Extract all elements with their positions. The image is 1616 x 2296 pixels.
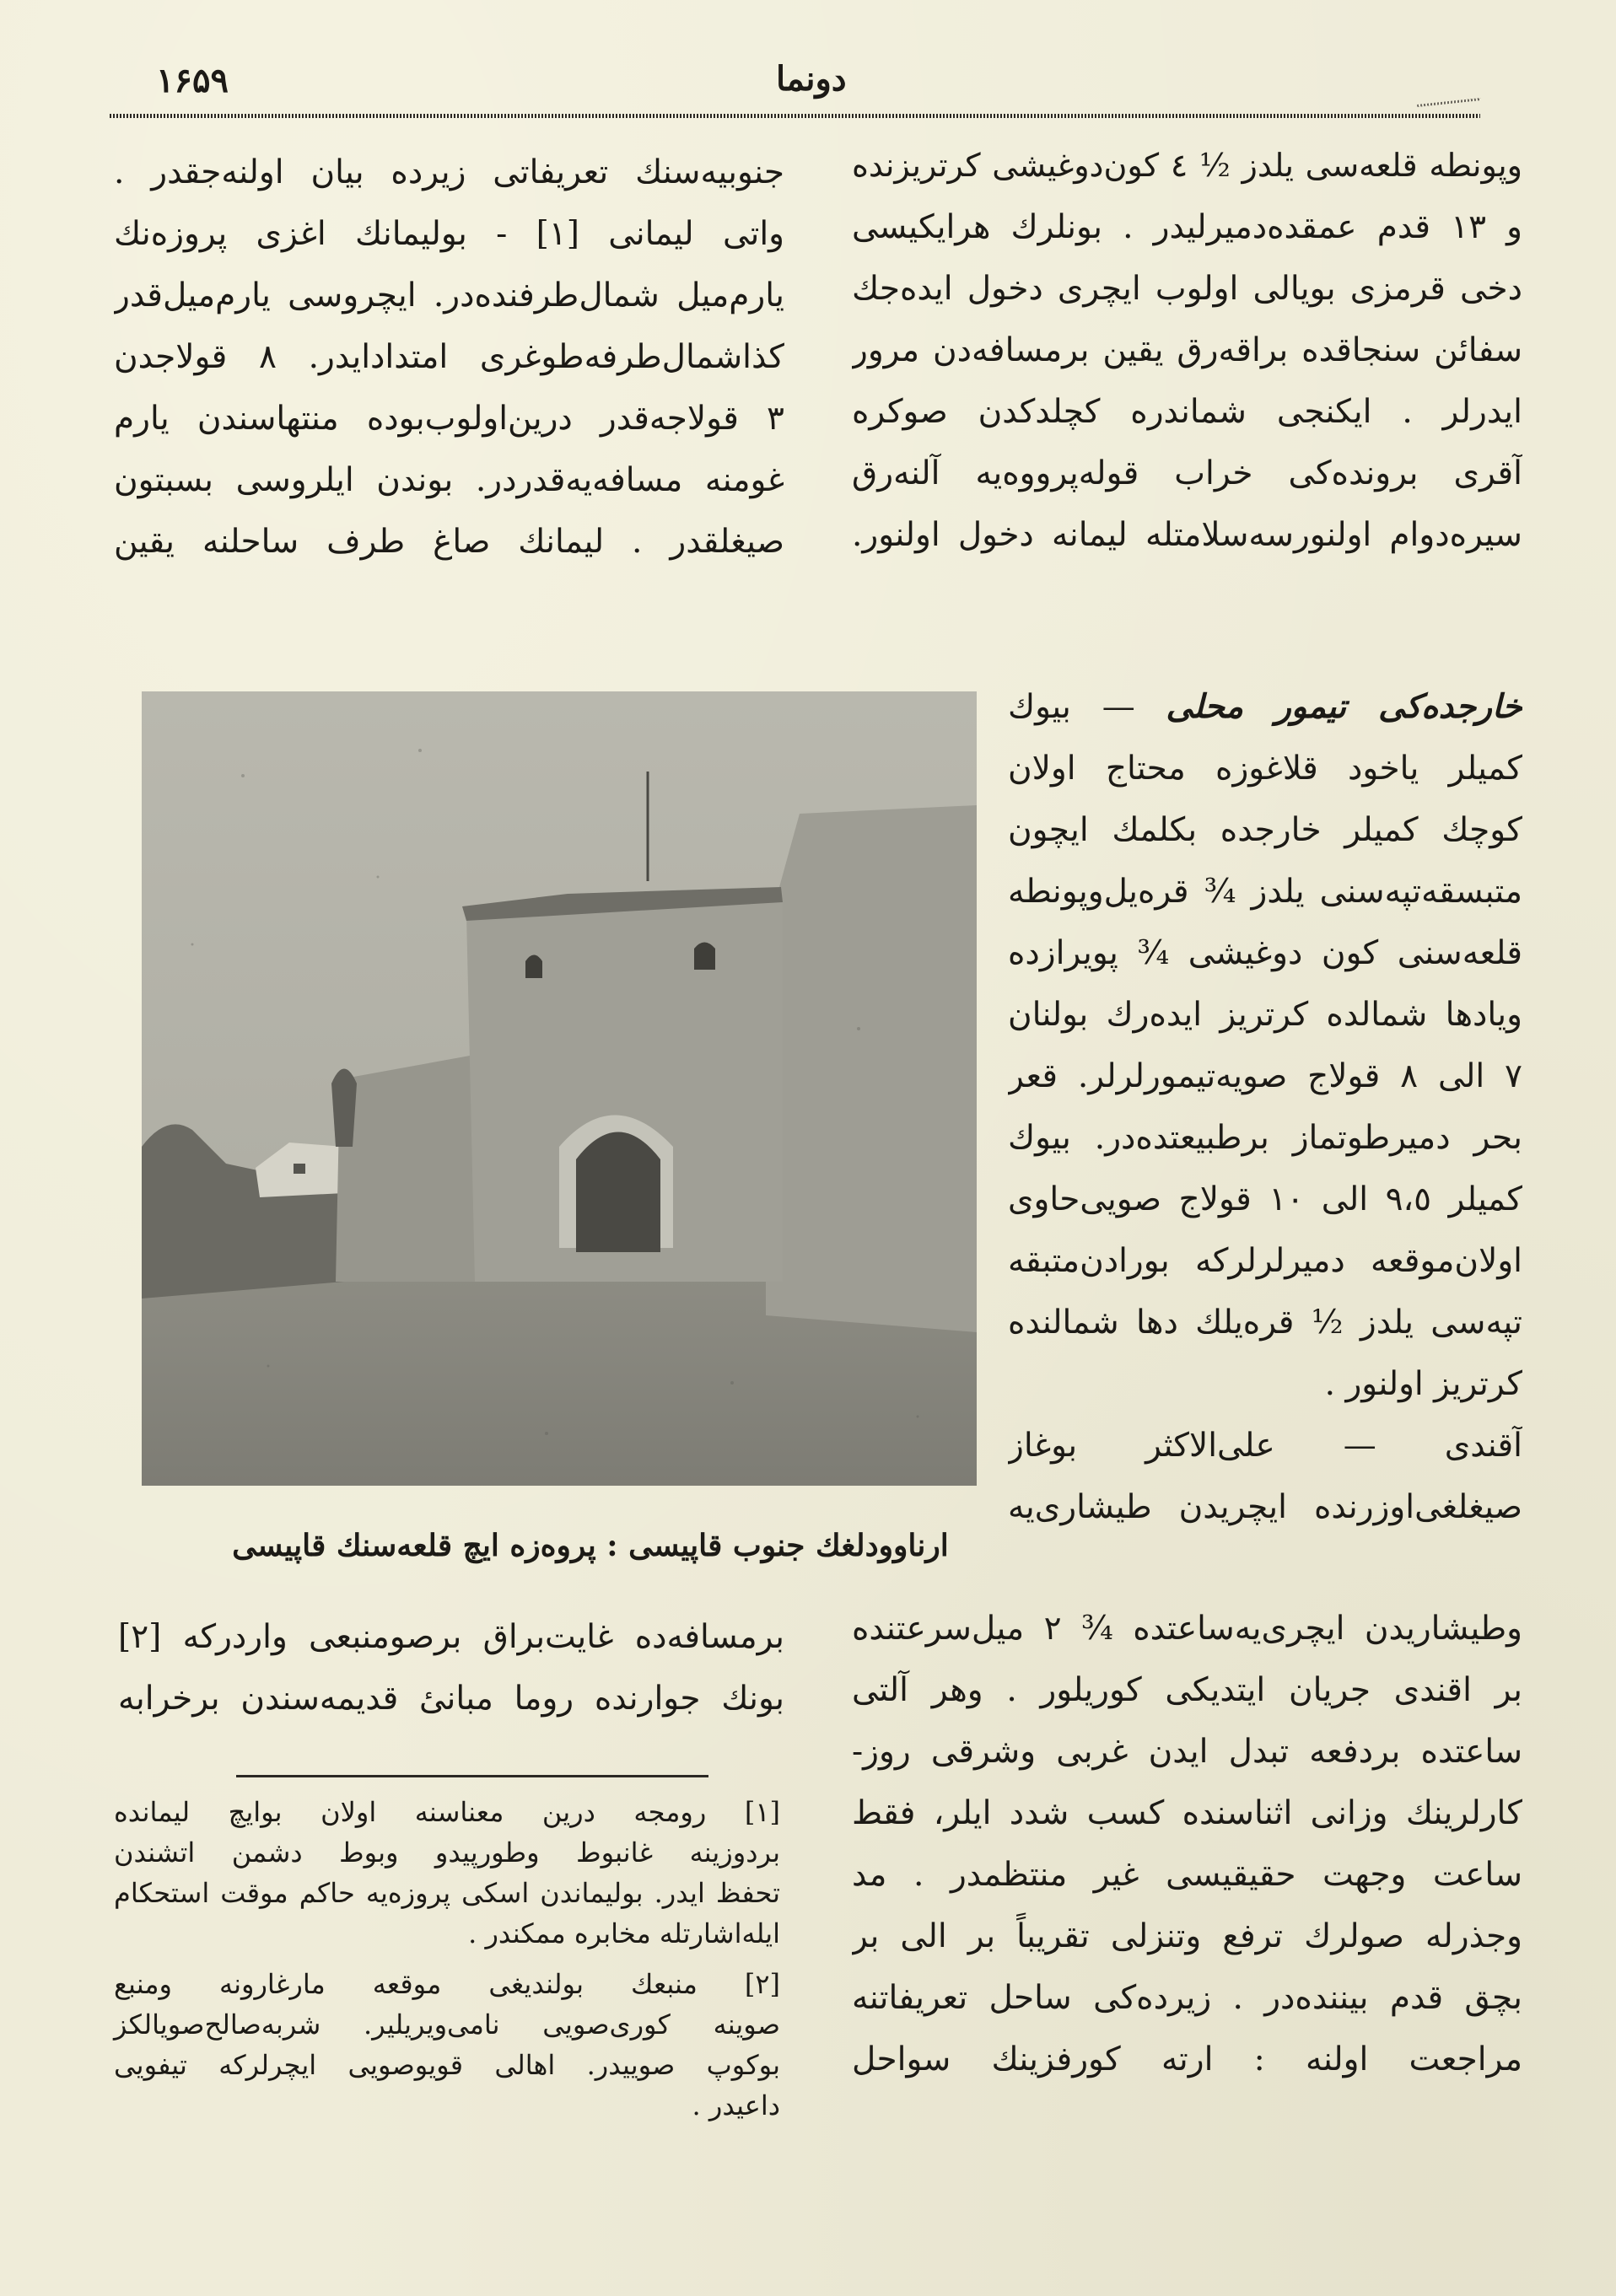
text-line: کرتریز اولنور . (1324, 1365, 1522, 1403)
text-line: وپونطه قلعه‌سی یلدز ½ ٤ کون‌دوغیشی کرتریزنده (852, 147, 1522, 184)
text-line: سفائن سنجاقده براقه‌رق یقین برمسافه‌دن مرور (852, 331, 1522, 369)
text-line: متبسقه‌تپه‌سنی یلدز ¾ قره‌یل‌وپونطه (1008, 873, 1522, 911)
text-line: جنوبیه‌سنك تعریفاتی زیرده بیان اولنه‌جقدر . (114, 153, 784, 191)
text-line: وجذرله صولرك ترفع وتنزلی تقریباً بر الی بر (852, 1917, 1522, 1955)
text-line: ساعت وجهت حقیقیسی غیر منتظمدر . مد (852, 1856, 1522, 1894)
figure-caption: ارناوودلغك جنوب قاپیسی : پروه‌زه ایچ قلعه‌سنك قاپیسی (232, 1528, 949, 1563)
text-line: کارلرینك وزانی اثناسنده کسب شدد ایلر، فقط (852, 1794, 1522, 1832)
text-column-left-bottom (118, 1606, 784, 1729)
text-column-right-middle (1008, 676, 1522, 1538)
text-line: بچق قدم بیننده‌در . زیرده‌کی ساحل تعریفاتنه (852, 1979, 1522, 2017)
footnote-line: ایله‌اشارتله مخابره ممکندر . (468, 1917, 780, 1949)
page-number: ۱۶۵۹ (156, 61, 229, 100)
footnote-line: [۱] رومجه درین معناسنه اولان بوایچ لیمانده (114, 1796, 780, 1828)
footnote-line: صوینه کوری‌صویی نامی‌ویریلیر. شربه‌صالح‌صویالکز (114, 2008, 780, 2041)
text-line: کمیلر ۹،٥ الی ۱۰ قولاج صویی‌حاوی (1008, 1180, 1522, 1218)
running-title: دونما (776, 59, 847, 99)
text-line: ساعتده بردفعه تبدل ایدن غربی وشرقی روز- (852, 1733, 1522, 1771)
header-rule-tail (1417, 98, 1481, 107)
footnote-separator (236, 1775, 708, 1777)
text-line: کوچك کمیلر خارجده بکلمك ایچون (1008, 811, 1522, 849)
text-line-current-heading: آقندی — علی‌الاکثر بوغاز (1008, 1427, 1522, 1465)
text-line: مراجعت اولنه : ارته کورفزینك سواحل (852, 2041, 1522, 2078)
footnote-line: بوکوپ صوییدر. اهالی قویوصویی ایچرلرکه تیفویی (114, 2049, 780, 2081)
text-line: آقری برونده‌کی خراب قوله‌پرووه‌یه آلنه‌رق (852, 454, 1522, 492)
footnote-2 (114, 1964, 780, 2126)
footnote-line: [۲] منبعك بولندیغی موقعه مارغارونه ومنبع (114, 1968, 780, 2000)
text-column-left-top (114, 142, 784, 573)
text-line: ایدرلر . ایکنجی شماندره کچلدکدن صوکره (852, 393, 1522, 431)
text-line: واتی لیمانی [۱] - بولیمانك اغزی پروزه‌نك (114, 215, 784, 253)
footnote-line: تحفظ ایدر. بولیماندن اسکی پروزه‌یه حاکم موقت استحکام (114, 1877, 780, 1909)
footnote-line: داعیدر . (692, 2089, 780, 2121)
text-line: برمسافه‌ده غایت‌براق برصومنبعی واردرکه [۲] (118, 1618, 784, 1656)
text-fragment: — بیوك (1008, 688, 1135, 726)
text-line: سیره‌دوام اولنورسه‌سلامتله لیمانه دخول اولنور. (852, 516, 1522, 554)
text-line: کمیلر یاخود قلاغوزه محتاج اولان (1008, 750, 1522, 788)
text-line: ویادها شمالده کرتریز ایده‌رك بولنان (1008, 996, 1522, 1034)
footnotes (114, 1792, 780, 2136)
text-line: و ۱۳ قدم عمقده‌دمیرلیدر . بونلرك هرایکیسی (852, 208, 1522, 246)
text-column-right-top (852, 135, 1522, 566)
text-line: دخی قرمزی بویالی اولوب ایچری دخول ایده‌جك (852, 270, 1522, 308)
text-line: تپه‌سی یلدز ½ قره‌یلك دها شمالنده (1008, 1304, 1522, 1342)
text-line: بحر دمیرطوتماز برطبیعتده‌در. بیوك (1008, 1119, 1522, 1157)
text-line: صیغلقدر . لیمانك صاغ طرف ساحلنه یقین (114, 523, 784, 561)
text-line: یارم‌میل شمال‌طرفنده‌در. ایچروسی یارم‌میل‌قدر (114, 277, 784, 315)
header-dotted-rule (110, 114, 1480, 118)
text-line: ۳ قولاجه‌قدر درین‌اولوب‌بوده منتهاسندن یارم (114, 400, 784, 438)
footnote-1 (114, 1792, 780, 1954)
text-column-right-bottom (852, 1598, 1522, 2090)
text-line: غومنه مسافه‌یه‌قدردر. بوندن ایلروسی بسبتون (114, 461, 784, 499)
fortress-gate-photo (142, 691, 977, 1486)
text-line: بر اقندی جریان ایتدیکی کوریلور . وهر آلتی (852, 1671, 1522, 1709)
text-line: صیغلغی‌اوزرنده ایچریدن طیشاری‌یه (1008, 1488, 1522, 1526)
text-line: کذاشمال‌طرفه‌طوغری امتدادایدر. ۸ قولاجدن (114, 338, 784, 376)
footnote-line: بردوزینه غانبوط وطورپیدو وبوط دشمن اتشندن (114, 1836, 780, 1869)
section-heading-outer-anchorage: خارجده‌کی تیمور محلی (1166, 687, 1522, 726)
text-line: اولان‌موقعه دمیرلرلرکه بورادن‌متبقه (1008, 1242, 1522, 1280)
text-line-with-heading (1008, 676, 1522, 738)
text-line: بونك جوارنده روما مبانیٔ قدیمه‌سندن برخرابه (118, 1680, 784, 1718)
text-line: قلعه‌سنی کون دوغیشی ¾ پویرازده (1008, 934, 1522, 972)
text-line: وطیشاریدن ایچری‌یه‌ساعتده ¾ ۲ میل‌سرعتنده (852, 1610, 1522, 1648)
text-line: ۷ الی ۸ قولاج صویه‌تیمورلرلر. قعر (1008, 1057, 1522, 1095)
